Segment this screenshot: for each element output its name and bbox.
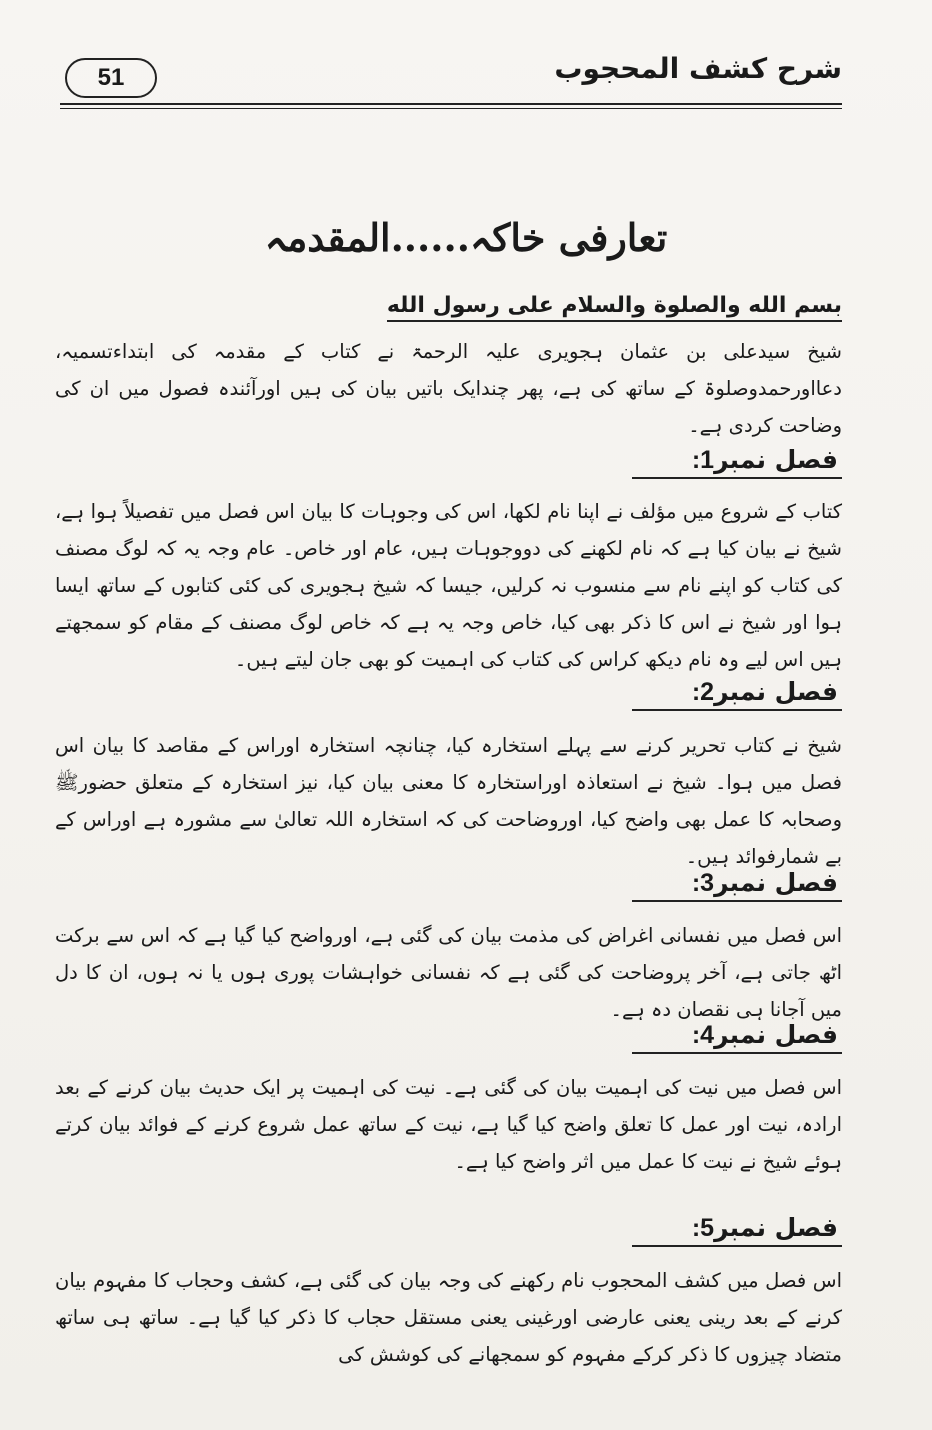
- section-heading-label: فصل نمبر: [714, 1213, 838, 1242]
- section-paragraph-2: شیخ نے کتاب تحریر کرنے سے پہلے استخارہ کیا، چنانچہ استخارہ اوراس کے مقاصد کا بیان اس فصل میں ہوا۔ شیخ نے استعاذہ اوراستخارہ کا معنی بیان کیا، نیز استخارہ کے متعلق حضورﷺ وصحابہ کا عمل بھی واضح کیا، اوروضاحت کی کہ استخارہ اللہ تعالیٰ سے مشورہ ہے اوراس کے بے شمارفوائد ہیں۔: [55, 734, 842, 868]
- intro-paragraph: شیخ سیدعلی بن عثمان ہجویری علیہ الرحمۃ نے کتاب کے مقدمہ کی ابتداءتسمیہ، دعااورحمدوصلوۃ کے ساتھ کی ہے، پھر چندایک باتیں بیان کی ہیں اورآئندہ فصول میں ان کی وضاحت کردی ہے۔: [55, 340, 842, 437]
- chapter-title: تعارفی خاکہ......المقدمہ: [264, 215, 668, 260]
- section-heading-number: 4:: [691, 1021, 715, 1049]
- header-rule: [60, 103, 842, 105]
- section-heading-number: 2:: [691, 678, 715, 706]
- section-paragraph-1: کتاب کے شروع میں مؤلف نے اپنا نام لکھا، اس کی وجوہات کا بیان اس فصل میں تفصیلاً ہوا ہے، شیخ نے بیان کیا ہے کہ نام لکھنے کی دووجوہات ہیں، عام اور خاص۔ عام وجہ یہ کہ لوگ مصنف کی کتاب کو اپنے نام سے منسوب نہ کرلیں، جیسا کہ شیخ ہجویری کی کئی کتابوں کے ساتھ ایسا ہوا اور شیخ نے اس کا ذکر بھی کیا، خاص وجہ یہ ہے کہ خاص لوگ مصنف کے مقام کو سمجھتے ہیں اس لیے وہ نام دیکھ کراس کی کتاب کی اہمیت کو بھی جان لیتے ہیں۔: [55, 500, 842, 671]
- section-heading-1: [632, 445, 842, 479]
- section-heading-label: فصل نمبر: [714, 1020, 838, 1049]
- section-paragraph-5: اس فصل میں کشف المحجوب نام رکھنے کی وجہ بیان کی گئی ہے، کشف وحجاب کا مفہوم بیان کرنے کے بعد رینی یعنی عارضی اورغینی یعنی مستقل حجاب کا ذکر کیا گیا ہے۔ ساتھ ہی ساتھ متضاد چیزوں کا ذکر کرکے مفہوم کو سمجھانے کی کوشش کی: [55, 1269, 842, 1366]
- page-number: 51: [97, 64, 125, 91]
- header-rule-secondary: [60, 108, 842, 109]
- section-heading-number: 1:: [691, 446, 715, 474]
- section-heading-5: [632, 1213, 842, 1247]
- section-paragraph-4: اس فصل میں نیت کی اہمیت بیان کی گئی ہے۔ نیت کی اہمیت پر ایک حدیث بیان کرنے کے بعد ارادہ، نیت اور عمل کا تعلق واضح کیا گیا ہے، نیت کے ساتھ عمل شروع کرنے کے فوائد بیان کرتے ہوئے شیخ نے نیت کا عمل میں اثر واضح کیا ہے۔: [55, 1076, 842, 1173]
- section-heading-2: [632, 677, 842, 711]
- page-number-badge: [65, 58, 157, 98]
- section-heading-label: فصل نمبر: [714, 677, 838, 706]
- section-heading-label: فصل نمبر: [714, 445, 838, 474]
- section-paragraph-3: اس فصل میں نفسانی اغراض کی مذمت بیان کی گئی ہے، اورواضح کیا گیا ہے کہ اس سے برکت اٹھ جاتی ہے، آخر پروضاحت کی گئی ہے کہ نفسانی خواہشات پوری ہوں یا نہ ہوں، ان کا دل میں آجانا ہی نقصان دہ ہے۔: [55, 924, 842, 1021]
- section-heading-number: 5:: [691, 1214, 715, 1242]
- section-heading-number: 3:: [691, 869, 715, 897]
- bismillah-heading: بسم الله والصلوة والسلام علی رسول الله: [387, 293, 842, 322]
- running-title: شرح كشف المحجوب: [554, 52, 842, 85]
- section-heading-label: فصل نمبر: [714, 868, 838, 897]
- section-heading-3: [632, 868, 842, 902]
- section-heading-4: [632, 1020, 842, 1054]
